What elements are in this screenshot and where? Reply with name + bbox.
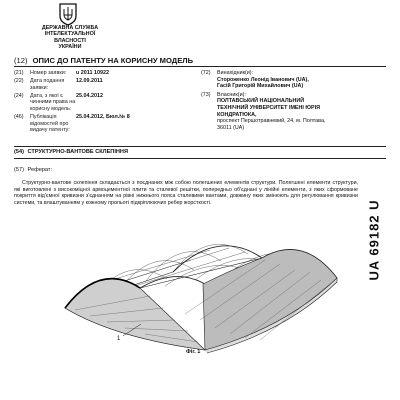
owner-name: ТЕХНІЧНИЙ УНІВЕРСИТЕТ ІМЕНІ ЮРІЯ <box>217 104 320 111</box>
owner-address: 36011 (UA) <box>217 124 245 131</box>
biblio-row: (46) Публікація відомостей про видачу патенту: 25.04.2012, Бюл.№ 8 <box>14 114 130 134</box>
divider <box>14 66 386 67</box>
utility-model-title: (54) СТРУКТУРНО-ВАНТОВЕ СКЛЕПІННЯ <box>14 149 128 155</box>
owner-name: ПОЛТАВСЬКИЙ НАЦІОНАЛЬНИЙ <box>217 98 305 105</box>
inventor-name: Гасій Григорій Михайлович (UA) <box>217 83 304 90</box>
owner-label: Власник(и): <box>217 91 246 98</box>
front-arch-right <box>140 277 205 288</box>
owner-name: КОНДРАТЮКА, <box>217 111 257 118</box>
vault-structure <box>65 244 337 353</box>
patent-number-text: UA 69182 U <box>366 199 382 281</box>
inventors-row: (72) Винахідник(и): Стороженко Леонід Іванович (UA), Гасій Григорій Михайлович (UA) <box>201 70 309 90</box>
divider <box>14 146 386 147</box>
divider <box>14 158 386 159</box>
inventors-label: Винахідник(и): <box>217 70 254 76</box>
figure-label: 1 <box>117 336 121 342</box>
office-line: УКРАЇНИ <box>58 44 82 51</box>
abstract-heading: (57) Реферат: <box>14 167 53 173</box>
issuing-office <box>40 25 100 51</box>
biblio-row: (22) Дата подання заявки: 12.09.2011 <box>14 78 103 91</box>
state-emblem-icon <box>58 2 78 26</box>
biblio-row: (21) Номер заявки: u 2011 10922 <box>14 70 109 76</box>
bibliographic-data <box>14 70 184 135</box>
inventor-name: Стороженко Леонід Іванович (UA), <box>217 76 309 83</box>
inventors-owner-block <box>201 70 371 133</box>
owner-row: (73) Власник(и): ПОЛТАВСЬКИЙ НАЦІОНАЛЬНИЙ ТЕХНІЧНИЙ УНІВЕРСИТЕТ ІМЕНІ ЮРІЯ КОНДРАТЮКА, проспект Першотравневий, 24, м. Полтава, 36011 (UA) <box>201 91 326 131</box>
office-line: ІНТЕЛЕКТУАЛЬНОЇ <box>44 31 96 38</box>
document-title <box>14 56 384 65</box>
office-line: ВЛАСНОСТІ <box>54 37 86 44</box>
abstract-text: Структурно-вантове склепіння складається з поєднаних між собою полегшених елементів структури. Полегшені елементи структури, які виготовлені з високоміцної армоцементної плити та сталевої решітки, попередньо об'єднані у лінійні елементи, з яких сформоване покриття від'ємної кривизни з'єднанням на рівні нижнього пояса сталевими вантами, довжину яких змінюють для регулювання кривизни системи, та влаштуванням у кожному прольоті підкріплюючих ребер жорсткості. <box>14 180 358 206</box>
patent-number <box>352 190 396 290</box>
vault-drawing <box>55 228 345 356</box>
owner-address: проспект Першотравневий, 24, м. Полтава, <box>217 118 326 125</box>
title-code: (12) <box>14 56 28 65</box>
office-line: ДЕРЖАВНА СЛУЖБА <box>41 25 99 31</box>
figure-caption: Фіг. 1 <box>186 349 201 355</box>
title-text: ОПИС ДО ПАТЕНТУ НА КОРИСНУ МОДЕЛЬ <box>32 56 194 65</box>
biblio-row: (24) Дата, з якої є чинними права на корисну модель: 25.04.2012 <box>14 92 103 112</box>
